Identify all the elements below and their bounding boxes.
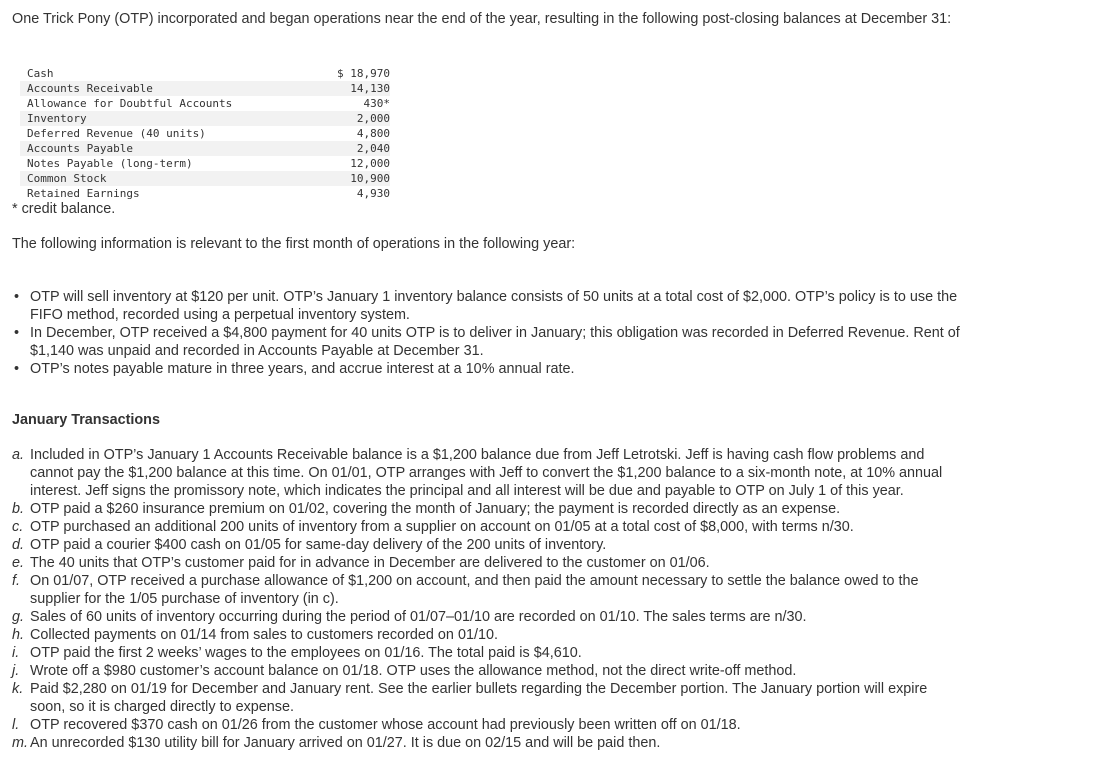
balance-row	[20, 186, 390, 201]
transaction-label: c.	[12, 519, 24, 535]
balance-value: 2,040	[356, 142, 390, 155]
credit-balance-footnote: * credit balance.	[12, 201, 116, 217]
balance-row	[20, 66, 390, 81]
transaction-label: f.	[12, 573, 20, 589]
transaction-item	[12, 662, 952, 680]
transaction-text: OTP paid a courier $400 cash on 01/05 for same-day delivery of the 200 units of inventory.	[30, 537, 607, 553]
transaction-text: Included in OTP’s January 1 Accounts Receivable balance is a $1,200 balance due from Jeff Letrotski. Jeff is having cash flow problems and cannot pay the $1,200 balance at this time. On 01/01, OTP arranges with Jeff to convert the $1,200 balance to a six-month note, at 10% annual interest. Jeff signs the promissory note, which indicates the principal and all interest will be due and payable to OTP on July 1 of this year.	[30, 447, 943, 499]
transaction-item	[12, 608, 952, 626]
bullet-text: In December, OTP received a $4,800 payment for 40 units OTP is to deliver in January; this obligation was recorded in Deferred Revenue. Rent of $1,140 was unpaid and recorded in Accounts Payable at December 31.	[30, 325, 960, 359]
balance-name: Common Stock	[27, 172, 107, 185]
transaction-item	[12, 680, 952, 716]
transaction-text: The 40 units that OTP’s customer paid for in advance in December are delivered to the customer on 01/06.	[30, 555, 710, 571]
balance-row	[20, 141, 390, 156]
transaction-text: Paid $2,280 on 01/19 for December and January rent. See the earlier bullets regarding the December portion. The January portion will expire soon, so it is charged directly to expense.	[30, 681, 928, 715]
transactions-list	[12, 446, 952, 752]
balance-name: Inventory	[27, 112, 87, 125]
transaction-label: m.	[12, 735, 28, 751]
transaction-label: h.	[12, 627, 25, 643]
info-bullet-list	[12, 288, 962, 378]
balance-value: 430*	[363, 97, 390, 110]
bullet-icon: •	[14, 289, 20, 305]
following-info-text: The following information is relevant to the first month of operations in the following year:	[12, 236, 576, 252]
intro-paragraph: One Trick Pony (OTP) incorporated and began operations near the end of the year, resulting in the following post-closing balances at December 31:	[12, 11, 952, 27]
bullet-text: OTP’s notes payable mature in three years, and accrue interest at a 10% annual rate.	[30, 361, 575, 377]
transaction-item	[12, 536, 952, 554]
transaction-text: OTP paid a $260 insurance premium on 01/02, covering the month of January; the payment is recorded directly as an expense.	[30, 501, 841, 517]
transaction-text: Sales of 60 units of inventory occurring during the period of 01/07–01/10 are recorded on 01/10. The sales terms are n/30.	[30, 609, 807, 625]
bullet-icon: •	[14, 361, 20, 377]
list-item	[12, 324, 962, 360]
transaction-item	[12, 644, 952, 662]
transaction-label: j.	[12, 663, 20, 679]
balance-row	[20, 171, 390, 186]
transaction-item	[12, 518, 952, 536]
list-item	[12, 288, 962, 324]
balance-row	[20, 111, 390, 126]
balance-name: Accounts Payable	[27, 142, 133, 155]
transaction-text: OTP paid the first 2 weeks’ wages to the employees on 01/16. The total paid is $4,610.	[30, 645, 582, 661]
balance-value: 12,000	[350, 157, 390, 170]
transaction-text: Collected payments on 01/14 from sales to customers recorded on 01/10.	[30, 627, 498, 643]
transaction-label: i.	[12, 645, 20, 661]
transaction-label: l.	[12, 717, 20, 733]
balance-row	[20, 96, 390, 111]
balance-name: Deferred Revenue (40 units)	[27, 127, 206, 140]
list-item	[12, 360, 962, 378]
transaction-text: OTP purchased an additional 200 units of inventory from a supplier on account on 01/05 at a total cost of $8,000, with terms n/30.	[30, 519, 854, 535]
transaction-label: d.	[12, 537, 25, 553]
balances-table	[20, 66, 390, 201]
transaction-item	[12, 446, 952, 500]
balance-row	[20, 81, 390, 96]
transaction-text: On 01/07, OTP received a purchase allowance of $1,200 on account, and then paid the amount necessary to settle the balance owed to the supplier for the 1/05 purchase of inventory (in c).	[30, 573, 919, 607]
transaction-item	[12, 572, 952, 608]
balance-name: Allowance for Doubtful Accounts	[27, 97, 233, 110]
balance-value: 10,900	[350, 172, 390, 185]
january-transactions-heading: January Transactions	[12, 412, 160, 428]
balance-name: Retained Earnings	[27, 187, 140, 200]
balance-name: Accounts Receivable	[27, 82, 153, 95]
balance-value: 4,800	[356, 127, 390, 140]
balance-value: 14,130	[350, 82, 390, 95]
transaction-item	[12, 734, 952, 752]
balance-value: 2,000	[356, 112, 390, 125]
transaction-item	[12, 716, 952, 734]
transaction-label: a.	[12, 447, 25, 463]
balance-name: Cash	[27, 67, 54, 80]
transaction-label: e.	[12, 555, 25, 571]
transaction-label: b.	[12, 501, 25, 517]
bullet-text: OTP will sell inventory at $120 per unit. OTP’s January 1 inventory balance consists of 50 units at a total cost of $2,000. OTP’s policy is to use the FIFO method, recorded using a perpetual inventory system.	[30, 289, 958, 323]
transaction-text: OTP recovered $370 cash on 01/26 from the customer whose account had previously been written off on 01/18.	[30, 717, 741, 733]
balance-name: Notes Payable (long-term)	[27, 157, 193, 170]
balance-row	[20, 126, 390, 141]
balance-value: 4,930	[356, 187, 390, 200]
transaction-item	[12, 554, 952, 572]
balance-row	[20, 156, 390, 171]
transaction-label: k.	[12, 681, 24, 697]
balance-value: $ 18,970	[337, 67, 390, 80]
bullet-icon: •	[14, 325, 20, 341]
transaction-text: An unrecorded $130 utility bill for January arrived on 01/27. It is due on 02/15 and will be paid then.	[30, 735, 661, 751]
transaction-label: g.	[12, 609, 25, 625]
transaction-item	[12, 500, 952, 518]
transaction-item	[12, 626, 952, 644]
transaction-text: Wrote off a $980 customer’s account balance on 01/18. OTP uses the allowance method, not the direct write-off method.	[30, 663, 797, 679]
